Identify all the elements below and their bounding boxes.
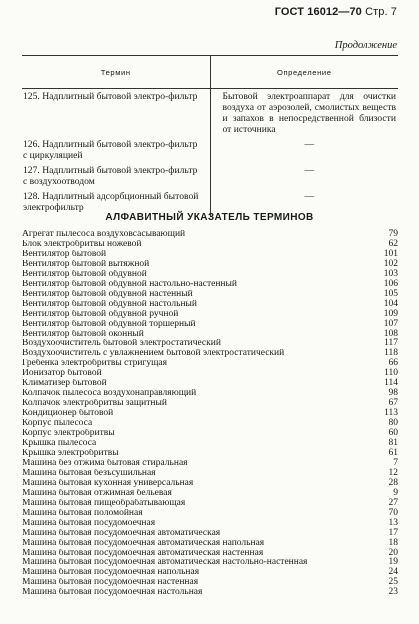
index-entry [22, 459, 398, 469]
index-term: Крышка электробритвы [22, 448, 119, 458]
index-term: Машина бытовая посудомоечная настенная [22, 578, 199, 588]
index-page-ref: 107 [383, 318, 398, 329]
index-page-ref: 109 [383, 308, 398, 319]
index-term: Вентилятор бытовой обдувной настольно-настенный [22, 279, 237, 289]
index-term: Машина бытовая посудомоечная напольная [22, 568, 200, 578]
index-term: Крышка пылесоса [22, 439, 97, 449]
index-term: Ионизатор бытовой [22, 369, 102, 379]
index-entry [22, 389, 398, 399]
index-term: Вентилятор бытовой обдувной торшерный [22, 319, 196, 329]
index-page-ref: 70 [388, 507, 398, 518]
index-page-ref: 19 [388, 557, 398, 568]
definition-cell: Бытовой электроаппарат для очистки воздуха от аэрозолей, смолистых веществ и запахов в непосредственной близости от источника [222, 91, 396, 135]
index-term: Вентилятор бытовой вытяжной [22, 259, 150, 269]
index-page-ref: 62 [388, 238, 398, 249]
index-page-ref: 13 [388, 517, 398, 528]
index-entry [22, 369, 398, 379]
index-entry [22, 449, 398, 459]
index-page-ref: 25 [388, 577, 398, 588]
index-entry [22, 489, 398, 499]
index-term: Колпачок электробритвы защитный [22, 399, 167, 409]
index-term: Колпачок пылесоса воздухонаправляющий [22, 389, 197, 399]
index-term: Машина бытовая отжимная бельевая [22, 488, 172, 498]
index-page-ref: 17 [388, 527, 398, 538]
index-term: Машина без отжима бытовая стиральная [22, 458, 188, 468]
index-entry [22, 549, 398, 559]
index-entry [22, 419, 398, 429]
index-page-ref: 113 [384, 408, 398, 419]
index-entry [22, 509, 398, 519]
table-row [22, 139, 398, 165]
index-page-ref: 103 [383, 268, 398, 279]
index-page-ref: 27 [388, 497, 398, 508]
definition-cell: — [304, 191, 315, 202]
index-term: Вентилятор бытовой обдувной ручной [22, 309, 179, 319]
index-term: Вентилятор бытовой обдувной настольный [22, 299, 198, 309]
index-entry [22, 399, 398, 409]
index-term: Агрегат пылесоса воздуховсасывающий [22, 230, 186, 239]
index-page-ref: 102 [383, 258, 398, 269]
table-header-row [22, 56, 398, 89]
index-page-ref: 66 [388, 358, 398, 369]
index-page-ref: 101 [383, 248, 398, 259]
index-entry [22, 429, 398, 439]
index-entry [22, 300, 398, 310]
index-page-ref: 98 [388, 388, 398, 399]
index-entry [22, 349, 398, 359]
index-term: Вентилятор бытовой [22, 249, 107, 259]
index-entry [22, 320, 398, 330]
term-cell: 125. Надплитный бытовой электро-фильтр [22, 89, 210, 140]
index-entry [22, 330, 398, 340]
index-page-ref: 20 [388, 547, 398, 558]
index-entry [22, 409, 398, 419]
index-term: Вентилятор бытовой обдувной настенный [22, 289, 193, 299]
index-entry [22, 479, 398, 489]
definition-cell: — [304, 139, 315, 150]
index-entry [22, 290, 398, 300]
index-page-ref: 108 [383, 328, 398, 339]
index-page-ref: 117 [384, 338, 398, 349]
index-term: Кондиционер бытовой [22, 409, 114, 419]
index-term: Машина бытовая посудомоечная автоматическая настенная [22, 548, 264, 558]
index-page-ref: 79 [388, 229, 398, 239]
page-header [275, 6, 397, 18]
definition-cell: — [304, 165, 315, 176]
index-page-ref: 18 [388, 537, 398, 548]
index-entry [22, 339, 398, 349]
index-entry [22, 558, 398, 568]
index-page-ref: 61 [388, 447, 398, 458]
index-page-ref: 105 [383, 288, 398, 299]
index-term: Машина бытовая посудомоечная автоматическая настольно-настенная [22, 558, 308, 568]
page-number: Стр. 7 [365, 6, 397, 18]
column-header-definition: Определение [210, 56, 398, 89]
term-cell: 128. Надплитный адсорбционный бытовой электрофильтр [22, 191, 210, 217]
index-page-ref: 118 [384, 348, 398, 359]
index-page-ref: 106 [383, 278, 398, 289]
index-entry [22, 270, 398, 280]
index-term: Воздухоочиститель бытовой электростатический [22, 339, 221, 349]
index-page-ref: 114 [384, 378, 398, 389]
index-term: Машина бытовая пищеобрабатывающая [22, 498, 186, 508]
table-row [22, 89, 398, 140]
index-page-ref: 23 [388, 587, 398, 598]
index-term: Климатизер бытовой [22, 379, 107, 389]
index-page-ref: 67 [388, 398, 398, 409]
index-term: Блок электробритвы ножевой [22, 239, 142, 249]
index-term: Машина бытовая посудомоечная настольная [22, 588, 203, 598]
term-cell: 127. Надплитный бытовой электро-фильтр с воздухоотводом [22, 165, 210, 191]
index-entry [22, 439, 398, 449]
index-entry [22, 280, 398, 290]
continuation-label: Продолжение [334, 40, 397, 51]
index-entry [22, 499, 398, 509]
index-entry [22, 519, 398, 529]
index-page-ref: 81 [388, 438, 398, 449]
index-term: Воздухоочиститель с увлажнением бытовой электростатический [22, 349, 285, 359]
index-term: Машина бытовая безъсушильная [22, 468, 156, 478]
index-entry [22, 379, 398, 389]
index-entry [22, 469, 398, 479]
standard-code: ГОСТ 16012—70 [274, 6, 362, 18]
index-term: Вентилятор бытовой оконный [22, 329, 144, 339]
index-term: Машина бытовая кухонная универсальная [22, 478, 194, 488]
index-page-ref: 104 [383, 298, 398, 309]
index-term: Гребенка электробритвы стригущая [22, 359, 167, 369]
index-entry [22, 359, 398, 369]
table-row [22, 165, 398, 191]
index-page-ref: 110 [384, 368, 398, 379]
index-page-ref: 9 [393, 487, 398, 498]
index-term: Машина бытовая посудомоечная [22, 518, 156, 528]
index-term: Вентилятор бытовой обдувной [22, 269, 147, 279]
index-term: Корпус электробритвы [22, 429, 115, 439]
index-entry [22, 250, 398, 260]
index-entry [22, 310, 398, 320]
index-entry [22, 260, 398, 270]
index-term: Корпус пылесоса [22, 419, 93, 429]
index-page-ref: 60 [388, 428, 398, 439]
index-entry [22, 588, 398, 598]
term-cell: 126. Надплитный бытовой электро-фильтр с циркуляцией [22, 139, 210, 165]
index-page-ref: 24 [388, 567, 398, 578]
index-term: Машина бытовая поломойная [22, 508, 143, 518]
index-term: Машина бытовая посудомоечная автоматическая [22, 528, 221, 538]
index-page-ref: 7 [393, 457, 398, 468]
alphabetical-index [22, 230, 398, 598]
terms-table [22, 55, 398, 217]
index-entry [22, 539, 398, 549]
index-entry [22, 568, 398, 578]
index-page-ref: 28 [388, 477, 398, 488]
index-title: АЛФАВИТНЫЙ УКАЗАТЕЛЬ ТЕРМИНОВ [105, 212, 314, 223]
index-entry [22, 578, 398, 588]
index-entry [22, 529, 398, 539]
index-page-ref: 12 [388, 467, 398, 478]
index-entry [22, 230, 398, 240]
index-page-ref: 80 [388, 418, 398, 429]
index-term: Машина бытовая посудомоечная автоматическая напольная [22, 538, 265, 548]
column-header-term: Термин [22, 56, 210, 89]
index-entry [22, 240, 398, 250]
